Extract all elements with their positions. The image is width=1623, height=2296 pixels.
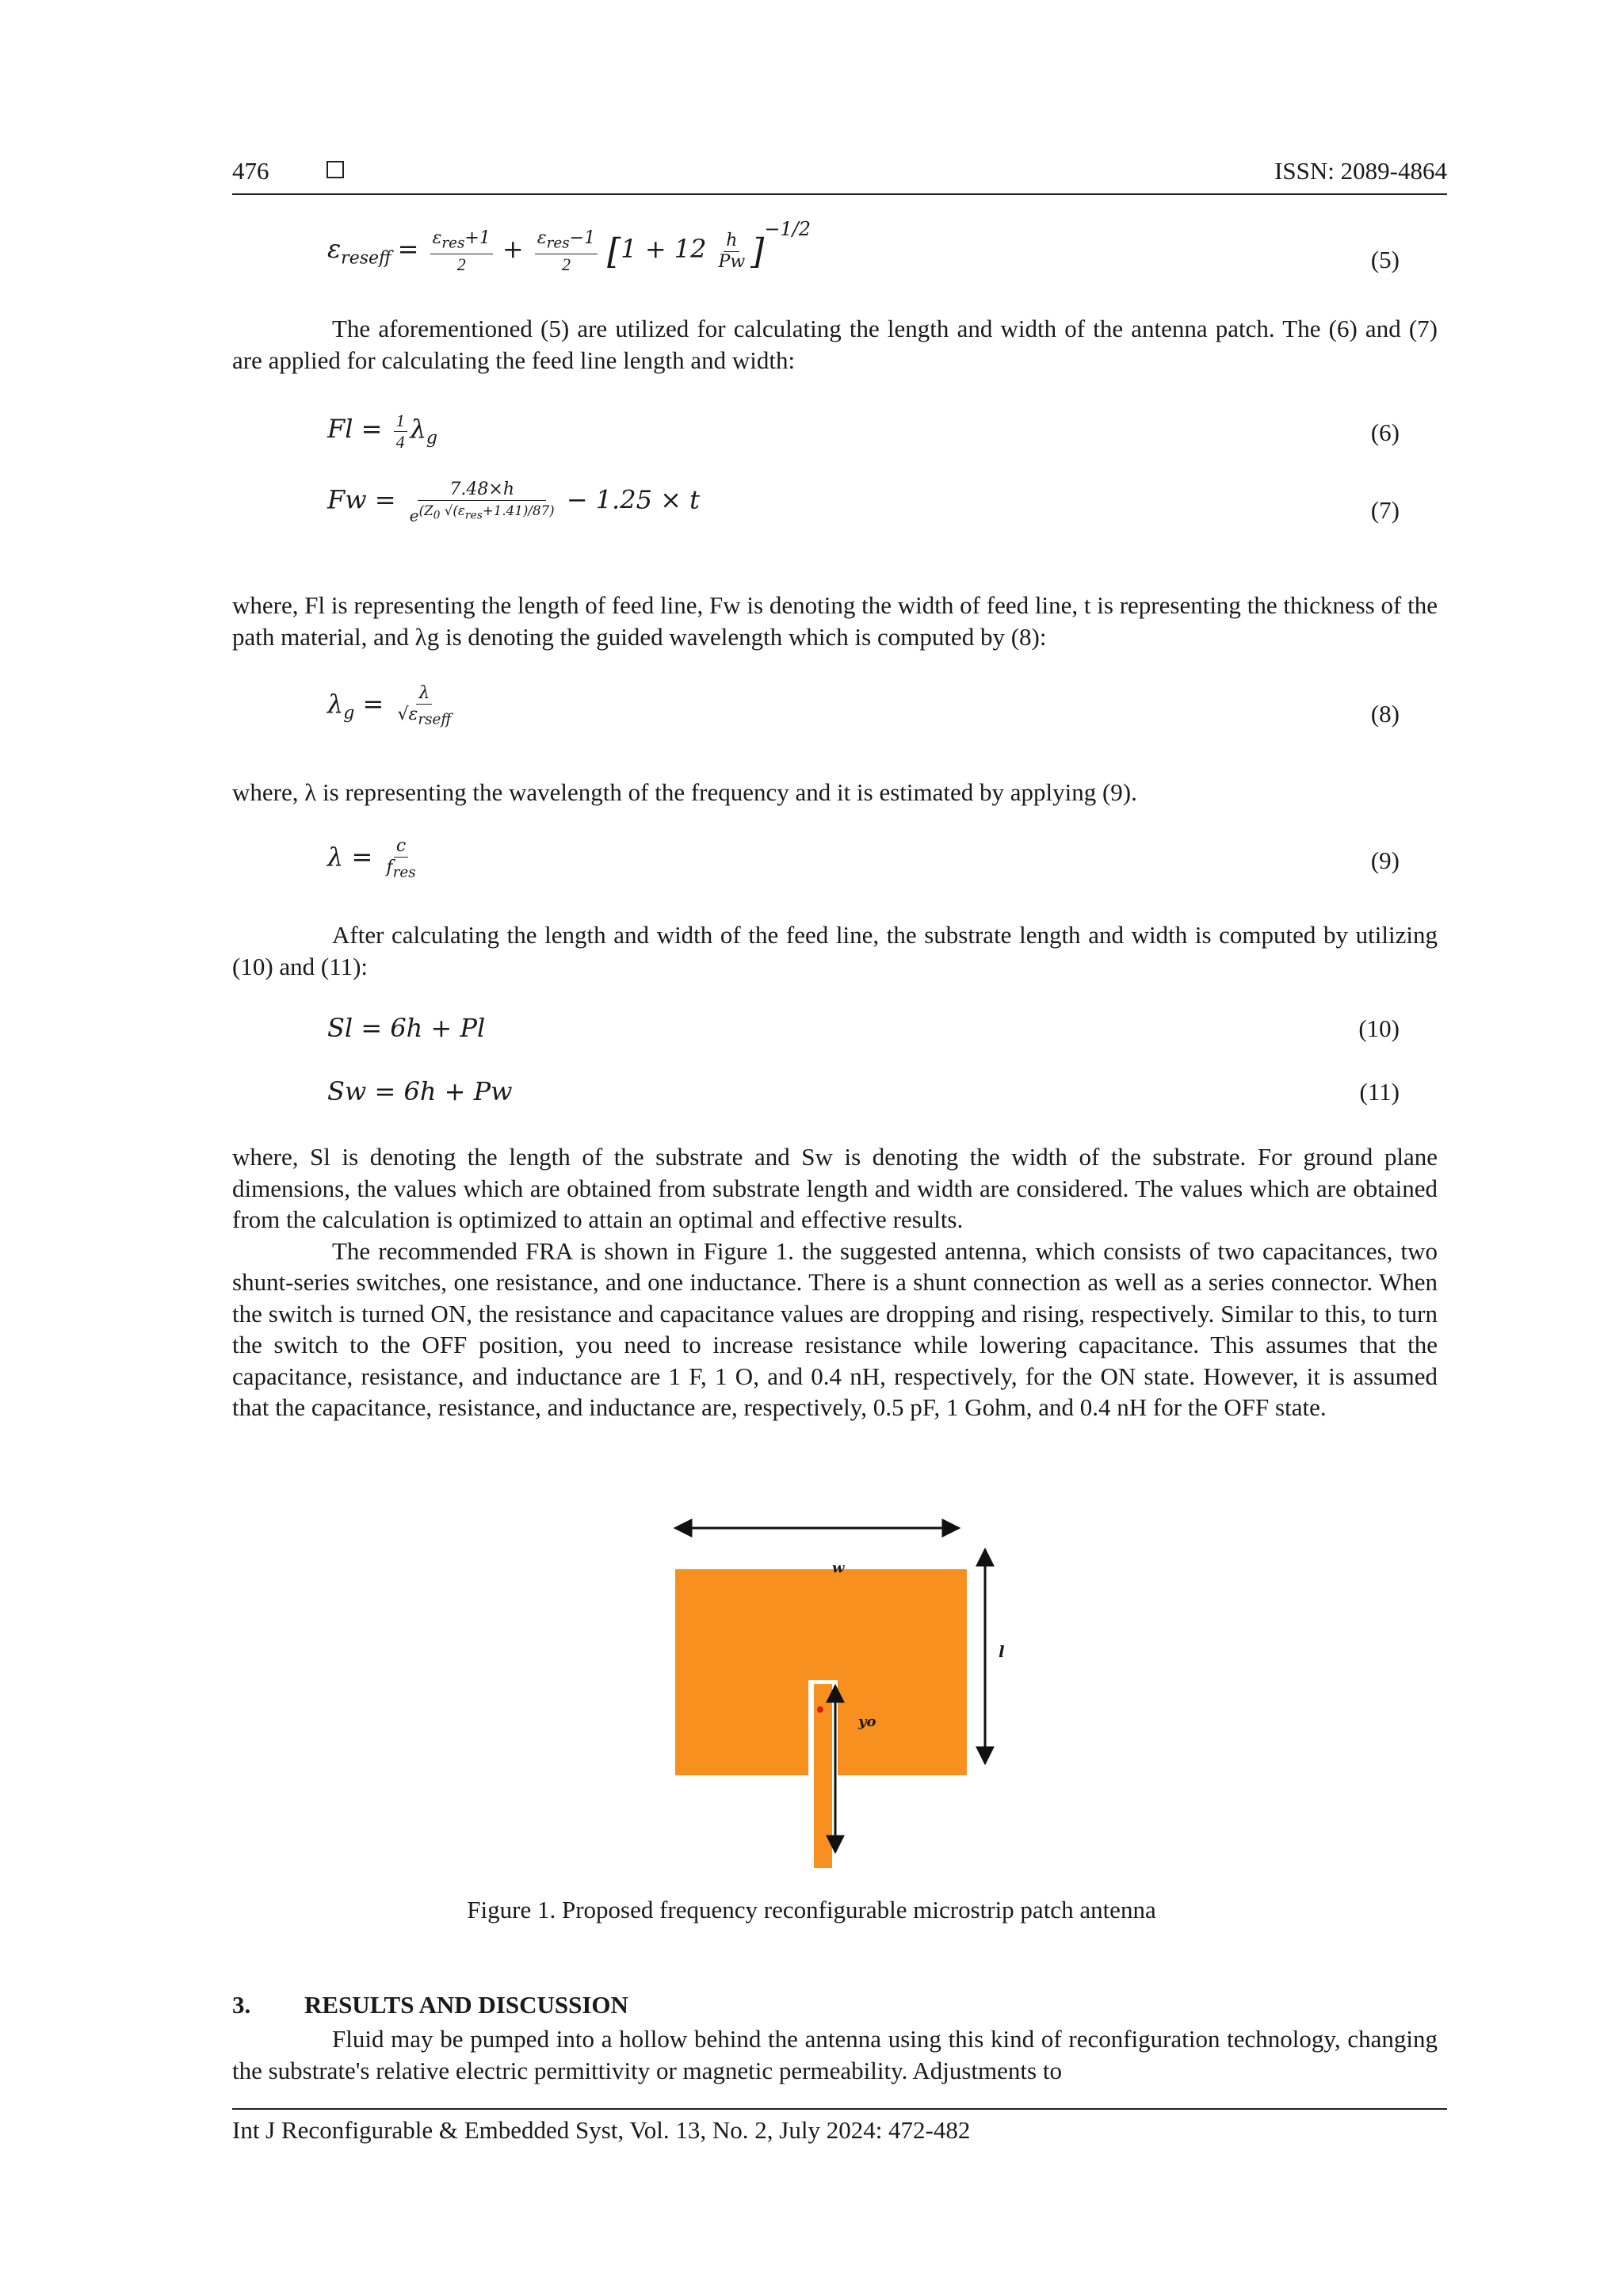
section-title: RESULTS AND DISCUSSION bbox=[304, 1991, 628, 2019]
paragraph-2 bbox=[232, 590, 1438, 652]
paragraph-7 bbox=[232, 2023, 1438, 2086]
checkbox-square-icon bbox=[327, 161, 344, 178]
equation-5-number: (5) bbox=[1370, 246, 1400, 273]
paragraph-3-text: where, λ is representing the wavelength of the frequency and it is estimated by applying (9). bbox=[232, 778, 1137, 806]
footer-rule bbox=[232, 2108, 1447, 2110]
paragraph-7-text: Fluid may be pumped into a hollow behind the antenna using this kind of reconfiguration technology, changing the substrate's relative electric permittivity or magnetic permeability. Adjustments to bbox=[232, 2025, 1438, 2084]
equation-10: Sl = 6h + Pl bbox=[327, 1013, 486, 1043]
journal-issn: ISSN: 2089-4864 bbox=[1274, 157, 1447, 185]
equation-9-number: (9) bbox=[1370, 846, 1400, 874]
header-rule bbox=[232, 193, 1447, 195]
equation-6: Fl = $\frac{1}{4}$ $\lambda_g$ bbox=[327, 411, 437, 452]
figure-caption: Figure 1. Proposed frequency reconfigurable microstrip patch antenna bbox=[467, 1896, 1156, 1924]
equation-11: Sw = 6h + Pw bbox=[327, 1076, 513, 1106]
paragraph-1-text: The aforementioned (5) are utilized for calculating the length and width of the antenna patch. The (6) and (7) are applied for calculating the feed line length and width: bbox=[232, 315, 1438, 374]
paragraph-2-text: where, Fl is representing the length of feed line, Fw is denoting the width of feed line, t is representing the thickness of the path material, and λg is denoting the guided wavelength which is computed by (8): bbox=[232, 591, 1438, 651]
equation-10-number: (10) bbox=[1358, 1014, 1400, 1042]
equation-7-number: (7) bbox=[1370, 496, 1400, 524]
antenna-figure bbox=[658, 1502, 1006, 1874]
label-l: l bbox=[999, 1642, 1005, 1661]
paragraph-4-text: After calculating the length and width of the feed line, the substrate length and width is computed by utilizing (10) and (11): bbox=[232, 921, 1438, 980]
paragraph-3 bbox=[232, 777, 1438, 808]
equation-8: $\lambda_g$ = $\frac{\lambda}{√\varepsilon_{rseff}}$ bbox=[327, 683, 452, 728]
label-yo: yo bbox=[858, 1713, 876, 1730]
feed-point-marker bbox=[817, 1706, 823, 1713]
equation-11-number: (11) bbox=[1359, 1078, 1400, 1106]
equation-8-number: (8) bbox=[1370, 700, 1400, 728]
paragraph-6-text: The recommended FRA is shown in Figure 1. the suggested antenna, which consists of two capacitances, two shunt-series switches, one resistance, and one inductance. There is a shunt connection as well as a series connector. When the switch is turned ON, the resistance and capacitance values are dropping and rising, respectively. Similar to this, to turn the switch to the OFF position, you need to increase resistance while lowering capacitance. This assumes that the capacitance, resistance, and inductance are 1 F, 1 O, and 0.4 nH, respectively, for the ON state. However, it is assumed that the capacitance, resistance, and inductance are, respectively, 0.5 pF, 1 Gohm, and 0.4 nH for the OFF state. bbox=[232, 1236, 1438, 1421]
equation-5: $\varepsilon_{reseff}$ = $\frac{\varepsilon_{res}+1}{2}$ + $\frac{\varepsilon_{res}-1}{2}$ [1 + 12 $\frac{h}{Pw}$ ]$^{-1/2}$ bbox=[327, 218, 812, 275]
paragraph-1 bbox=[232, 313, 1438, 376]
equation-7: Fw = $\frac{7.48\times h}{e^{(Z_0 √(\varepsilon_{res}+1.41)/87)}}$ − 1.25 × t bbox=[327, 479, 700, 525]
section-number: 3. bbox=[232, 1991, 251, 2019]
paragraph-5-text: where, Sl is denoting the length of the substrate and Sw is denoting the width of the substrate. For ground plane dimensions, the values which are obtained from substrate length and width are considered. The values which are obtained from the calculation is optimized to attain an optimal and effective results. bbox=[232, 1143, 1438, 1233]
footer-citation: Int J Reconfigurable & Embedded Syst, Vol. 13, No. 2, July 2024: 472-482 bbox=[232, 2116, 971, 2144]
page-number: 476 bbox=[232, 157, 269, 185]
equation-6-number: (6) bbox=[1370, 418, 1400, 446]
section-heading bbox=[232, 1991, 628, 2019]
feed-line bbox=[814, 1684, 832, 1868]
paragraph-5 bbox=[232, 1141, 1438, 1423]
label-w: w bbox=[832, 1560, 845, 1576]
paragraph-4 bbox=[232, 919, 1438, 982]
equation-9: λ = $\frac{c}{f_{res}}$ bbox=[327, 836, 416, 881]
